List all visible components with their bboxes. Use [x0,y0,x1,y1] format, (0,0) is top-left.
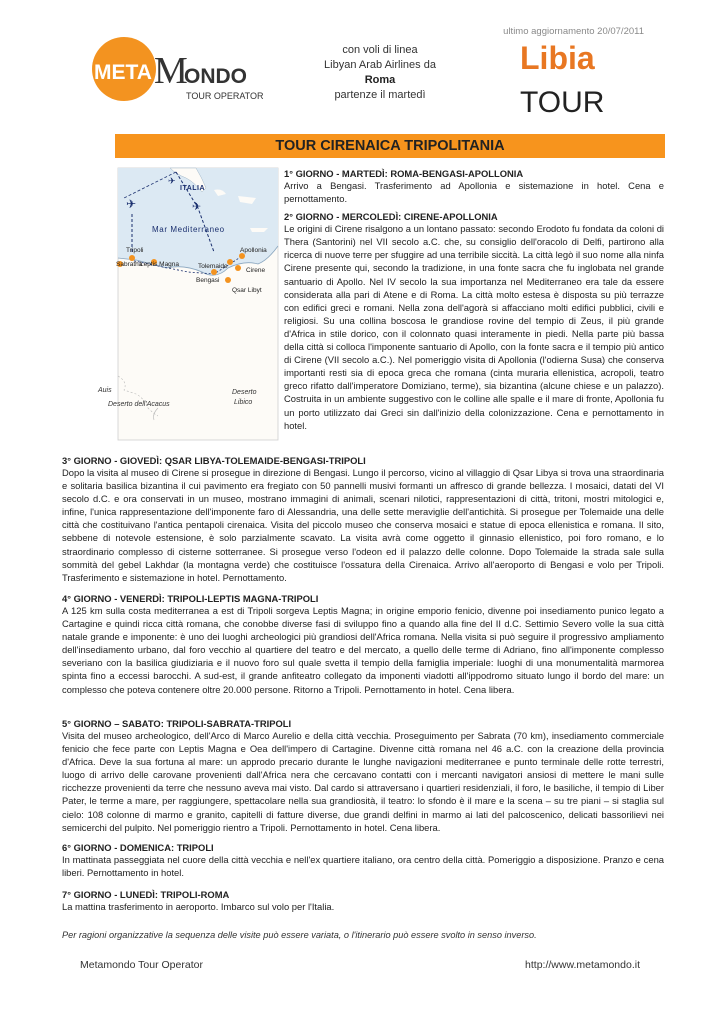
day-5-text: Visita del museo archeologico, dell'Arco di Marco Aurelio e della città vecchia. Proseguimento per Sabrata (70 km), insediamento commerciale fenicio che fece parte con Leptis Magna e Oea dell'impero di Cartagine. Divenne città romana nel 46 a.C. con la creazione della provincia d'Africa. Deve la sua fortuna al mare: un approdo precario durante le lunghe navigazioni mediterranee e punto terminale delle rotte terrestri, luogo di arrivo delle carovane provenienti dall'Africa nera che cercavano contatti con i mercanti navigatori ansiosi di mettere le mani sulle ricchezze provenienti da terre che nessuno aveva mai visto. Dal cardo si attraversano i quartieri residenziali, il foro, le basiliche, il tempio di Liber Pater, le terme a mare, per raggiungere, spettacolare nella sua grandiosità, il teatro: lo sfondo è il mare e la scena – su tre piani – si staglia sul cielo: 108 colonne di marmo e granito, capitelli di fatture diverse, due grandi delfini in marmo ai lati del palcoscenico, delicati bassorilievi nei semicerchi del pulpito. Nel pomeriggio rientro a Tripoli. Pernottamento in hotel. Cena libera. [62,730,664,833]
plane-icon-center: ✈ [192,201,202,213]
day-4-title: 4° GIORNO - VENERDÌ: TRIPOLI-LEPTIS MAGNA-TRIPOLI [62,593,319,604]
logo-subtitle: TOUR OPERATOR [186,91,264,101]
logo-mondo-m: M [154,50,188,92]
label-sea: Mar Mediterraneo [152,225,225,234]
label-sabratha: Sabratha [116,261,143,268]
label-desert-2: Libico [234,399,253,406]
city-dot-tolemaide [227,259,233,265]
flight-city: Roma [364,74,396,86]
label-auis: Auis [98,387,112,394]
label-italia: ITALIA [180,185,206,192]
day-5 [62,718,664,834]
label-qsar: Qsar Libyt [232,287,262,294]
day-2-title: 2° GIORNO - MERCOLEDÌ: CIRENE-APOLLONIA [284,211,498,223]
city-dot-qsar [225,277,231,283]
label-desert-1: Deserto [232,389,257,396]
label-tripoli: Tripoli [126,247,144,254]
days-column [284,168,664,432]
day-6 [62,842,664,879]
footer-company: Metamondo Tour Operator [80,959,203,971]
day-4-text: A 125 km sulla costa mediterranea a est di Tripoli sorgeva Leptis Magna; in origine emporio fenicio, divenne poi insediamento punico legato a Cartagine e quindi ricca città romana, che conobbe diverse fasi di sviluppo fino a quando alla fine del II d.C. Settimio Severo volle la sua città natale grande e imponente: è uno dei luoghi archeologici più grandiosi dell'Africa romana. Nella visita si può seguire il progressivo ampliamento dell'insediamento urbano, dal foro vecchio al quartiere del teatro e del mercato, a quello delle terme di Adriano, fino all'imponente complesso severiano con la basilica giudiziaria e il nuovo foro sul quale svetta il tempio della famiglia imperiale: luoghi di una monumentalità marmorea spinta fino a eccessi barocchi. A sud-est, il grande anfiteatro collegato da imponenti viadotti all'ippodromo situato lungo il bordo del mare: un complesso che poteva contenere oltre 20.000 persone. Ritorno a Tripoli. Pernottamento in hotel. Cena libera. [62,605,664,695]
day-3 [62,455,664,584]
label-apollonia: Apollonia [240,247,267,254]
flight-info [300,43,460,103]
itinerary-note: Per ragioni organizzative la sequenza delle visite può essere variata, o l'itinerario può essere svolto in senso inverso. [62,930,537,940]
logo-mondo-rest: ONDO [184,65,247,88]
day-6-title: 6° GIORNO - DOMENICA: TRIPOLI [62,842,214,853]
flight-line-4: partenze il martedì [334,89,426,101]
day-7-text: La mattina trasferimento in aeroporto. Imbarco sul volo per l'Italia. [62,901,335,912]
day-6-text: In mattinata passeggiata nel cuore della città vecchia e nell'ex quartiere italiano, ora centro della città. Pomeriggio a disposizione. Pranzo e cena liberi. Pernottamento in hotel. [62,854,664,879]
day-7-title: 7° GIORNO - LUNEDÌ: TRIPOLI-ROMA [62,889,230,900]
metamondo-logo [86,37,286,107]
day-2-text: Le origini di Cirene risalgono a un lontano passato: secondo Erodoto fu fondata da coloni di Thera (Santorini) nel VII secolo a.C. che, su consiglio dell'oracolo di Delfi, partirono alla ricerca di nuove terre per sfuggire ad una terribile siccità. La città legò il suo nome alla ninfa Cirene presente qui, secondo la tradizione, in una fonte sacra che fu inglobata nel grande santuario di Apollo. Nel IV secolo la sua importanza nel Mediterraneo era tale da essere considerata alla pari di Atene e di Roma. La città molto estesa è disposta su più terrazze con edifici greci e romani. Nella zona dell'agorà si affacciano molti edifici pubblici, civili e religiosi. Su una collina boscosa le grandiose rovine del tempio di Zeus, il più grande d'Africa in stile dorico, con il colonnato quasi interamente in piedi. Nella parte più bassa della città si colloca l'imponente santuario di Apollo, con la fonte sacra e il tempio più antico di Cirene (VII secolo a.C.). Nel pomeriggio visita di Apollonia (l'odierna Susa) che conserva importanti resti sia di epoca greca che romana (cinta muraria ellenistica, acropoli, teatro greco rifatto dall'imperatore Domiziano, terme), sia bizantina (alcune chiese e un palazzo). Costruita in un ambiente suggestivo con le colline alle spalle e il mare di fronte, Apollonia fu un porto utilizzato dai Greci sin dall'inizio della colonizzazione. Cena e pernottamento in hotel. [284,223,664,431]
flight-line-2: Libyan Arab Airlines da [324,59,436,71]
day-1-text: Arrivo a Bengasi. Trasferimento ad Apollonia e sistemazione in hotel. Cena e pernottamento. [284,180,664,205]
day-1-title: 1° GIORNO - MARTEDÌ: ROMA-BENGASI-APOLLONIA [284,168,524,179]
city-dot-cirene [235,265,241,271]
tour-banner: TOUR CIRENAICA TRIPOLITANIA [115,134,665,158]
day-4 [62,593,664,696]
footer-url[interactable]: http://www.metamondo.it [525,959,640,971]
label-bengasi: Bengasi [196,277,220,284]
flight-line-1: con voli di linea [342,44,418,56]
day-5-title: 5° GIORNO – SABATO: TRIPOLI-SABRATA-TRIPOLI [62,718,292,729]
day-3-title: 3° GIORNO - GIOVEDÌ: QSAR LIBYA-TOLEMAIDE-BENGASI-TRIPOLI [62,455,366,466]
plane-icon-north: ✈ [168,176,176,186]
label-acacus: Deserto dell'Acacus [108,401,170,408]
label-cirene: Cirene [246,267,266,274]
plane-icon-west: ✈ [126,197,137,211]
day-7 [62,889,664,913]
tour-word: TOUR [520,86,605,119]
country-title: Libia [520,40,595,76]
label-leptis: Leptis Magna [140,261,180,268]
route-map [98,168,278,440]
last-updated: ultimo aggiornamento 20/07/2011 [503,26,644,37]
label-tolemaide: Tolemaide [198,263,228,270]
day-3-text: Dopo la visita al museo di Cirene si prosegue in direzione di Bengasi. Lungo il percorso, vicino al villaggio di Qsar Libya si trova una straordinaria e solitaria basilica bizantina il cui pavimento era fregiato con 50 pannelli musivi formanti un affresco di grande bellezza. I mosaici, datati del VI secolo d.C. e ora conservati in un museo, mostrano immagini di animali, scenari nilotici, rappresentazioni di città, tritoni, mostri mitologici e, infine, l'unica rappresentazione dell'imponente faro di Alessandria, una delle sette meraviglie dell'antichità. Si prosegue per Tolemaide una delle città che costituivano l'antica pentapoli cirenaica. Visita del piccolo museo che conserva mosaici e statue di epoca ellenistica e romana. Il sito, sebbene di notevole estensione, è solo parzialmente scavato. La visita avrà come oggetto il ginnasio ellenistico, poi foro romano, e lo straordinario complesso di cisterne sotterranee. Si prosegue verso l'odeon ed il palazzo delle colonne. Dopo Tolemaide la strada sale sulla sommità del gebel Lakhdar (la montagna verde) che costituisce l'ossatura della Cirenaica. Arrivo all'aeroporto di Bengasi e volo per Tripoli. Trasferimento e sistemazione in hotel. Pernottamento. [62,467,664,583]
logo-meta: META [94,61,152,84]
